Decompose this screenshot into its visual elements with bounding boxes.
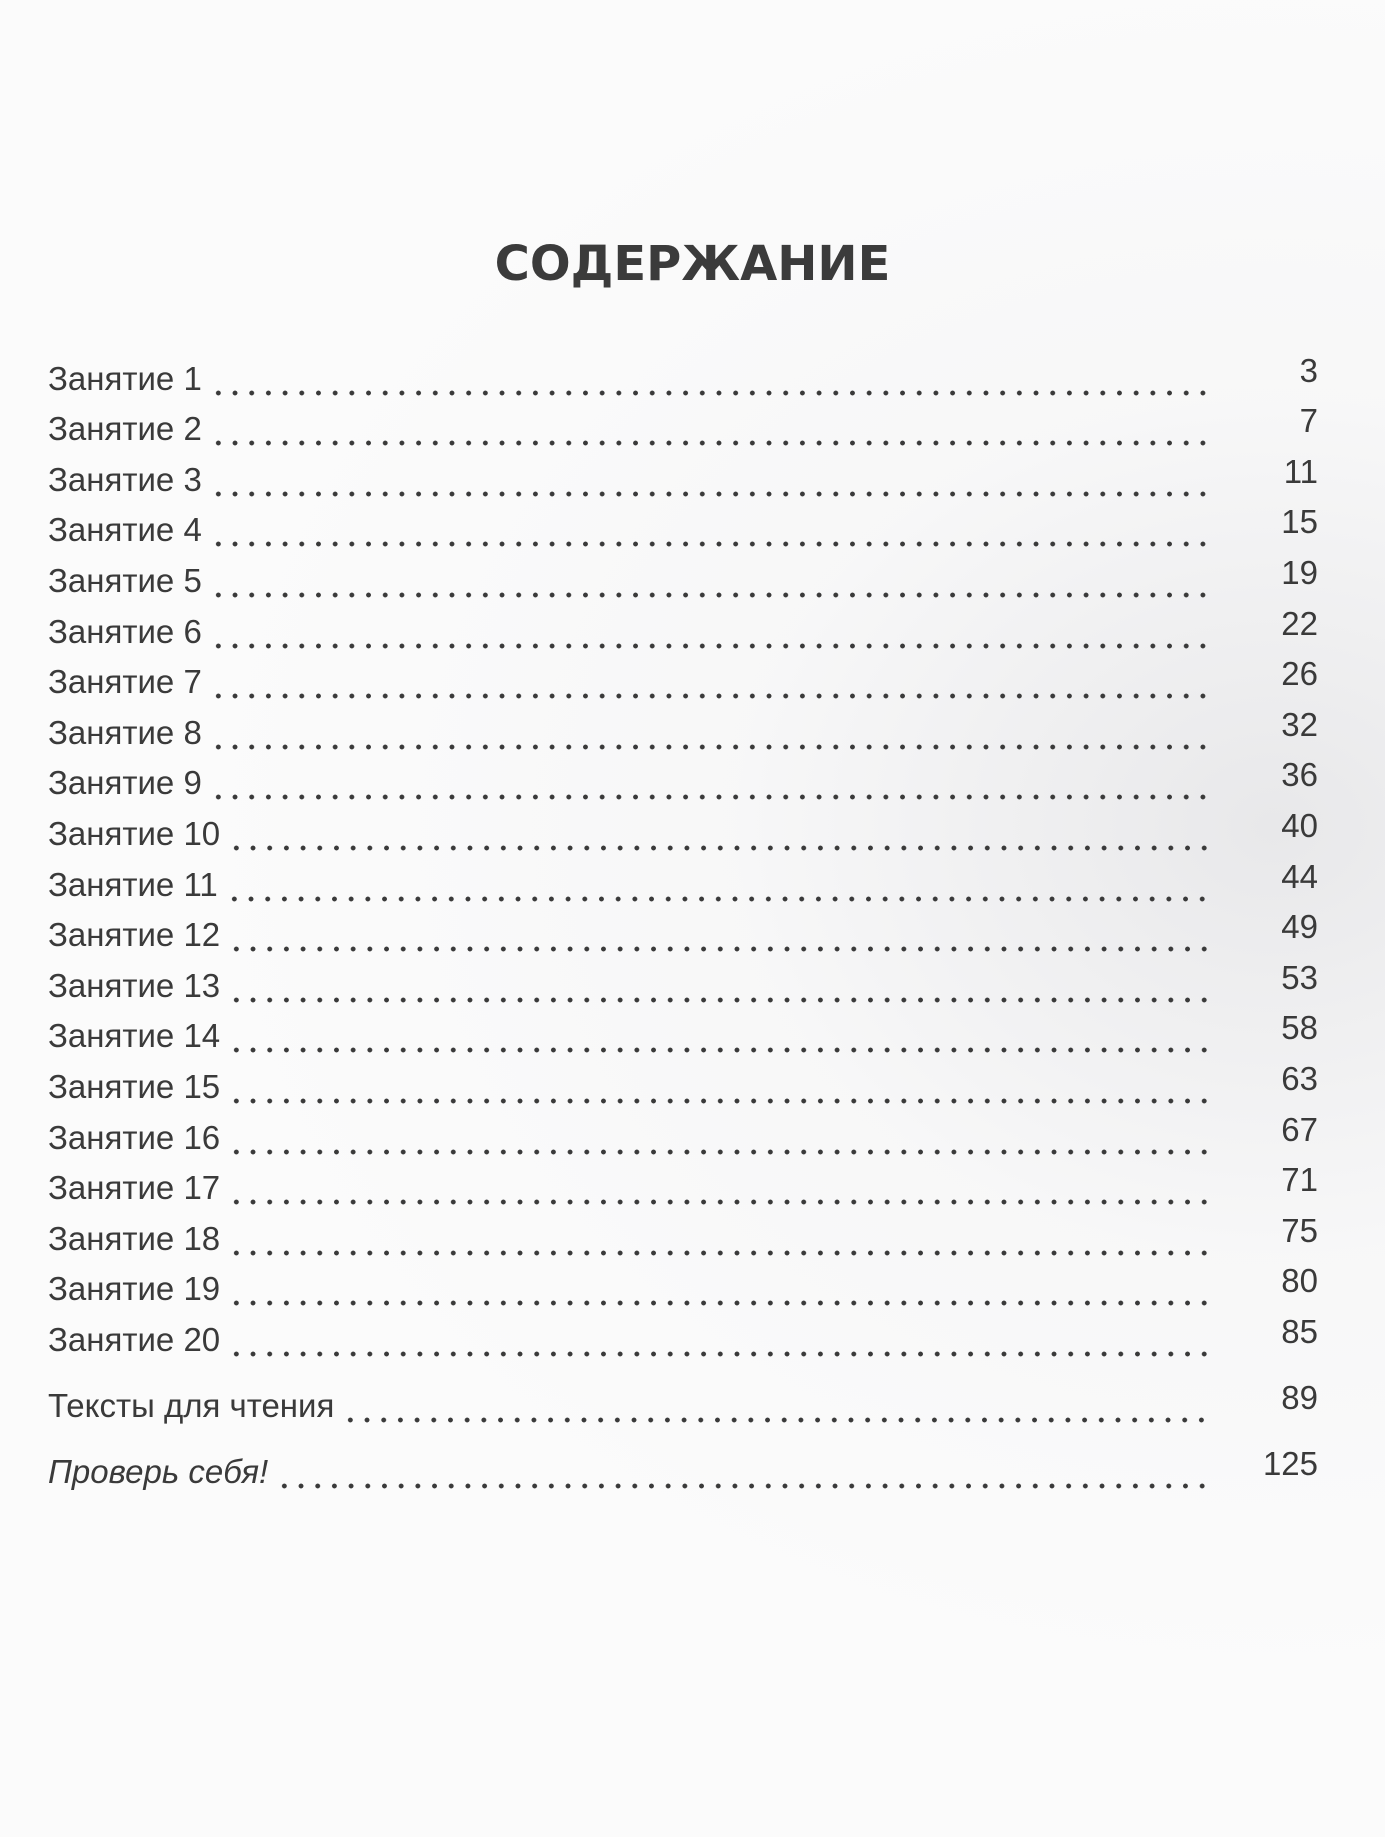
toc-entry-label: Занятие 8 (48, 713, 202, 751)
toc-entry-label: Тексты для чтения (48, 1386, 335, 1424)
toc-entry-page: 58 (1281, 1009, 1318, 1047)
toc-entry-label: Занятие 1 (48, 359, 202, 397)
toc-entry-page: 53 (1281, 958, 1318, 996)
toc-entry-check[interactable] (48, 1426, 1318, 1492)
toc-entry-label: Занятие 9 (48, 764, 202, 802)
toc-entry-label: Занятие 5 (48, 561, 202, 599)
toc-entry[interactable] (48, 854, 1318, 905)
toc-leader-dots (226, 865, 1208, 905)
toc-entry-label: Занятие 14 (48, 1017, 221, 1055)
toc-entry-label: Занятие 18 (48, 1219, 221, 1257)
toc-leader-dots (210, 359, 1208, 399)
toc-leader-dots (228, 1320, 1208, 1360)
toc-entry-label: Занятие 20 (48, 1320, 221, 1358)
toc-entry-label: Занятие 6 (48, 612, 202, 650)
toc-leader-dots (210, 510, 1208, 550)
toc-entry-label: Занятие 12 (48, 916, 221, 954)
toc-entry-label: Занятие 13 (48, 966, 221, 1004)
toc-entry-page: 71 (1281, 1161, 1318, 1199)
toc-entry-page: 85 (1281, 1312, 1318, 1350)
toc-entry[interactable] (48, 1309, 1318, 1360)
toc-entry[interactable] (48, 449, 1318, 500)
toc-entry-label: Занятие 7 (48, 663, 202, 701)
toc-entry[interactable] (48, 500, 1318, 551)
toc-entry-page: 80 (1281, 1262, 1318, 1300)
toc-entry[interactable] (48, 1259, 1318, 1310)
toc-entry-reading[interactable] (48, 1360, 1318, 1426)
toc-entry-label: Занятие 4 (48, 511, 202, 549)
toc-leader-dots (228, 1016, 1208, 1056)
toc-entry-page: 11 (1283, 452, 1318, 490)
toc-leader-dots (210, 713, 1208, 753)
toc-entry-label: Занятие 16 (48, 1118, 221, 1156)
toc-entry-label: Занятие 2 (48, 410, 202, 448)
toc-entry-page: 44 (1281, 857, 1318, 895)
toc-entry[interactable] (48, 1158, 1318, 1209)
toc-leader-dots (210, 612, 1208, 652)
toc-leader-dots (228, 1219, 1208, 1259)
toc-entry-label: Занятие 10 (48, 814, 221, 852)
toc-entry-label: Занятие 17 (48, 1169, 221, 1207)
toc-entry[interactable] (48, 652, 1318, 703)
toc-leader-dots (276, 1452, 1208, 1492)
toc-entry[interactable] (48, 753, 1318, 804)
toc-leader-dots (210, 763, 1208, 803)
toc-entry[interactable] (48, 348, 1318, 399)
toc-entry-page: 63 (1281, 1059, 1318, 1097)
toc-entry-page: 40 (1281, 806, 1318, 844)
toc-entry[interactable] (48, 1208, 1318, 1259)
table-of-contents (48, 348, 1318, 1492)
toc-leader-dots (342, 1386, 1208, 1426)
toc-leader-dots (210, 409, 1208, 449)
toc-entry-label: Занятие 3 (48, 460, 202, 498)
toc-entry-label: Занятие 15 (48, 1067, 221, 1105)
toc-leader-dots (228, 966, 1208, 1006)
toc-entry-page: 7 (1299, 402, 1318, 440)
toc-entry-page: 3 (1299, 351, 1318, 389)
toc-leader-dots (228, 1067, 1208, 1107)
toc-leader-dots (228, 915, 1208, 955)
toc-entry[interactable] (48, 1006, 1318, 1057)
toc-entry-page: 125 (1262, 1444, 1318, 1482)
toc-entry-page: 15 (1281, 503, 1318, 541)
toc-entry[interactable] (48, 955, 1318, 1006)
toc-entry[interactable] (48, 1107, 1318, 1158)
toc-entry[interactable] (48, 1056, 1318, 1107)
toc-entry-page: 36 (1281, 756, 1318, 794)
toc-entry[interactable] (48, 803, 1318, 854)
toc-entry-page: 67 (1281, 1110, 1318, 1148)
toc-entry-label: Занятие 19 (48, 1270, 221, 1308)
toc-entry-page: 49 (1281, 908, 1318, 946)
toc-entry-page: 22 (1281, 604, 1318, 642)
toc-entry[interactable] (48, 601, 1318, 652)
toc-entry[interactable] (48, 702, 1318, 753)
toc-leader-dots (210, 460, 1208, 500)
toc-leader-dots (228, 1168, 1208, 1208)
toc-leader-dots (228, 1269, 1208, 1309)
toc-entry-page: 32 (1281, 705, 1318, 743)
toc-leader-dots (228, 1118, 1208, 1158)
toc-entry[interactable] (48, 905, 1318, 956)
toc-entry-label: Занятие 11 (48, 865, 218, 903)
toc-entry[interactable] (48, 399, 1318, 450)
toc-entry-page: 75 (1281, 1211, 1318, 1249)
toc-leader-dots (210, 662, 1208, 702)
page-title: СОДЕРЖАНИЕ (494, 236, 891, 292)
toc-entry-page: 89 (1281, 1378, 1318, 1416)
toc-entry-page: 19 (1281, 553, 1318, 591)
toc-entry[interactable] (48, 550, 1318, 601)
toc-entry-page: 26 (1281, 655, 1318, 693)
toc-entry-label: Проверь себя! (48, 1452, 269, 1490)
toc-leader-dots (228, 814, 1208, 854)
toc-leader-dots (210, 561, 1208, 601)
